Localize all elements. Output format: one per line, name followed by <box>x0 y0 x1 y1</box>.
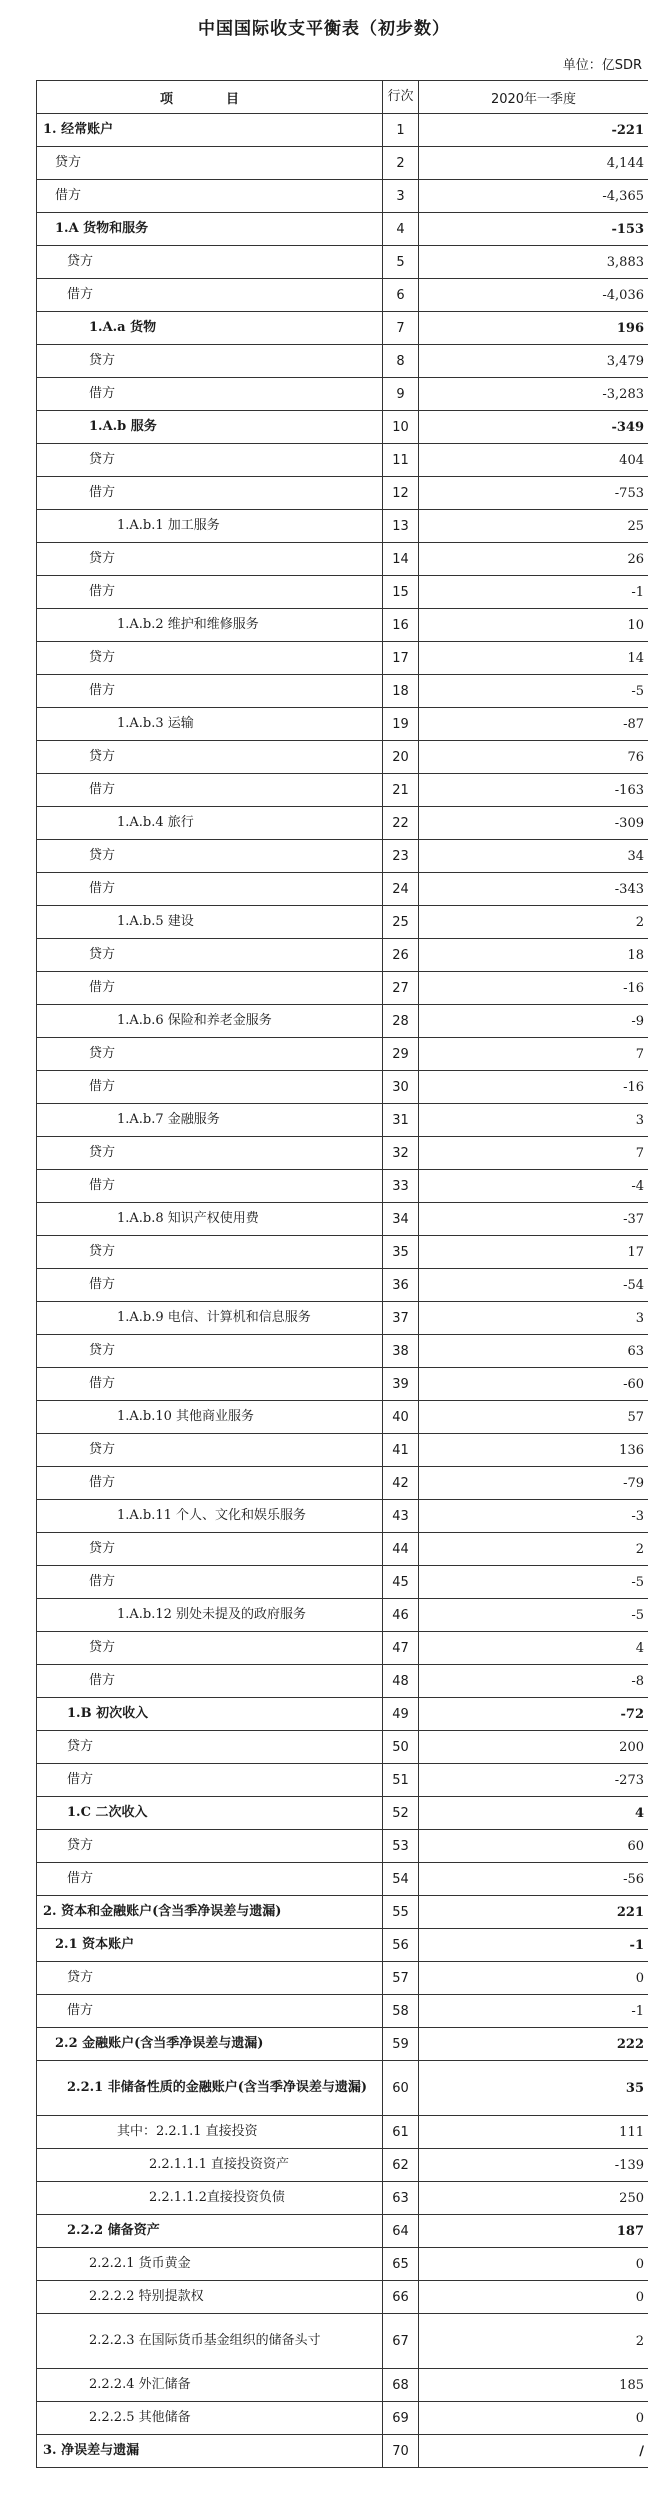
row-line-no: 65 <box>383 2248 419 2281</box>
row-line-no: 35 <box>383 1236 419 1269</box>
row-label: 借方 <box>37 378 383 411</box>
table-row <box>37 1896 648 1929</box>
row-value: 3,883 <box>419 246 648 279</box>
row-label: 借方 <box>37 1764 383 1797</box>
row-label: 贷方 <box>37 642 383 675</box>
row-line-no: 31 <box>383 1104 419 1137</box>
row-value: 35 <box>419 2061 648 2116</box>
row-label: 2.2.2.2 特别提款权 <box>37 2281 383 2314</box>
row-value: 0 <box>419 2402 648 2435</box>
table-row <box>37 2215 648 2248</box>
table-row <box>37 510 648 543</box>
table-row <box>37 279 648 312</box>
row-label: 借方 <box>37 1665 383 1698</box>
row-line-no: 70 <box>383 2435 419 2468</box>
row-label: 1.A.b.2 维护和维修服务 <box>37 609 383 642</box>
table-row <box>37 1599 648 1632</box>
row-label: 3. 净误差与遗漏 <box>37 2435 383 2468</box>
row-line-no: 51 <box>383 1764 419 1797</box>
row-line-no: 48 <box>383 1665 419 1698</box>
row-label: 借方 <box>37 180 383 213</box>
row-value: 111 <box>419 2116 648 2149</box>
table-row <box>37 807 648 840</box>
table-row <box>37 2028 648 2061</box>
row-label: 借方 <box>37 1566 383 1599</box>
row-label: 1.A.b.4 旅行 <box>37 807 383 840</box>
row-line-no: 36 <box>383 1269 419 1302</box>
table-row <box>37 180 648 213</box>
row-label: 贷方 <box>37 147 383 180</box>
row-value: -87 <box>419 708 648 741</box>
table-row <box>37 312 648 345</box>
row-label: 2.2.2.3 在国际货币基金组织的储备头寸 <box>37 2314 383 2369</box>
row-label: 2.2.2.4 外汇储备 <box>37 2369 383 2402</box>
row-value: -273 <box>419 1764 648 1797</box>
row-label: 2.2.2.1 货币黄金 <box>37 2248 383 2281</box>
table-row <box>37 741 648 774</box>
table-row <box>37 477 648 510</box>
table-row <box>37 1764 648 1797</box>
row-label: 贷方 <box>37 1632 383 1665</box>
row-line-no: 55 <box>383 1896 419 1929</box>
row-value: -8 <box>419 1665 648 1698</box>
table-row <box>37 906 648 939</box>
row-line-no: 41 <box>383 1434 419 1467</box>
row-label: 借方 <box>37 675 383 708</box>
table-body <box>37 114 648 2468</box>
row-label: 贷方 <box>37 246 383 279</box>
row-value: -5 <box>419 1566 648 1599</box>
row-label: 借方 <box>37 1170 383 1203</box>
table-row <box>37 1500 648 1533</box>
row-line-no: 40 <box>383 1401 419 1434</box>
table-row <box>37 2435 648 2468</box>
row-label: 2.1 资本账户 <box>37 1929 383 1962</box>
table-row <box>37 1071 648 1104</box>
row-value: 222 <box>419 2028 648 2061</box>
row-label: 2.2 金融账户(含当季净误差与遗漏) <box>37 2028 383 2061</box>
table-row <box>37 147 648 180</box>
row-line-no: 69 <box>383 2402 419 2435</box>
row-value: 200 <box>419 1731 648 1764</box>
row-line-no: 14 <box>383 543 419 576</box>
row-value: 17 <box>419 1236 648 1269</box>
row-value: -72 <box>419 1698 648 1731</box>
row-value: 3 <box>419 1104 648 1137</box>
row-value: -163 <box>419 774 648 807</box>
row-line-no: 67 <box>383 2314 419 2369</box>
table-row <box>37 1137 648 1170</box>
row-line-no: 9 <box>383 378 419 411</box>
table-row <box>37 576 648 609</box>
row-value: -16 <box>419 972 648 1005</box>
row-line-no: 20 <box>383 741 419 774</box>
row-value: -309 <box>419 807 648 840</box>
row-line-no: 23 <box>383 840 419 873</box>
table-row <box>37 2314 648 2369</box>
row-line-no: 21 <box>383 774 419 807</box>
row-line-no: 1 <box>383 114 419 147</box>
row-line-no: 22 <box>383 807 419 840</box>
row-line-no: 28 <box>383 1005 419 1038</box>
row-label: 2.2.1 非储备性质的金融账户(含当季净误差与遗漏) <box>37 2061 383 2116</box>
table-row <box>37 2248 648 2281</box>
row-value: 57 <box>419 1401 648 1434</box>
table-row <box>37 1533 648 1566</box>
row-label: 贷方 <box>37 741 383 774</box>
row-line-no: 27 <box>383 972 419 1005</box>
row-value: -4,036 <box>419 279 648 312</box>
table-row <box>37 873 648 906</box>
row-value: -5 <box>419 1599 648 1632</box>
row-label: 1.A.b.11 个人、文化和娱乐服务 <box>37 1500 383 1533</box>
row-label: 贷方 <box>37 1434 383 1467</box>
row-line-no: 68 <box>383 2369 419 2402</box>
row-line-no: 26 <box>383 939 419 972</box>
table-row <box>37 345 648 378</box>
row-value: -16 <box>419 1071 648 1104</box>
row-line-no: 61 <box>383 2116 419 2149</box>
table-row <box>37 444 648 477</box>
row-value: 136 <box>419 1434 648 1467</box>
row-label: 2.2.2 储备资产 <box>37 2215 383 2248</box>
row-line-no: 25 <box>383 906 419 939</box>
table-row <box>37 1797 648 1830</box>
row-label: 2.2.1.1.2直接投资负债 <box>37 2182 383 2215</box>
table-row <box>37 1632 648 1665</box>
row-value: 26 <box>419 543 648 576</box>
row-label: 贷方 <box>37 1533 383 1566</box>
table-row <box>37 1467 648 1500</box>
row-value: -753 <box>419 477 648 510</box>
table-row <box>37 2061 648 2116</box>
row-label: 贷方 <box>37 345 383 378</box>
table-row <box>37 1566 648 1599</box>
table-row <box>37 411 648 444</box>
table-row <box>37 774 648 807</box>
row-value: 4 <box>419 1632 648 1665</box>
table-row <box>37 1698 648 1731</box>
row-line-no: 32 <box>383 1137 419 1170</box>
row-label: 借方 <box>37 1995 383 2028</box>
table-row <box>37 1830 648 1863</box>
row-value: 4 <box>419 1797 648 1830</box>
row-line-no: 34 <box>383 1203 419 1236</box>
row-label: 借方 <box>37 477 383 510</box>
row-line-no: 57 <box>383 1962 419 1995</box>
row-line-no: 38 <box>383 1335 419 1368</box>
row-label: 贷方 <box>37 840 383 873</box>
row-label: 借方 <box>37 972 383 1005</box>
row-value: -3 <box>419 1500 648 1533</box>
row-label: 1.A.b.3 运输 <box>37 708 383 741</box>
row-value: -139 <box>419 2149 648 2182</box>
table-row <box>37 840 648 873</box>
table-row <box>37 1995 648 2028</box>
row-line-no: 49 <box>383 1698 419 1731</box>
row-label: 1.A.b.8 知识产权使用费 <box>37 1203 383 1236</box>
row-line-no: 62 <box>383 2149 419 2182</box>
row-line-no: 56 <box>383 1929 419 1962</box>
table-row <box>37 939 648 972</box>
table-row <box>37 1104 648 1137</box>
row-line-no: 12 <box>383 477 419 510</box>
row-line-no: 64 <box>383 2215 419 2248</box>
row-value: 185 <box>419 2369 648 2402</box>
row-label: 1.A.b.12 别处未提及的政府服务 <box>37 1599 383 1632</box>
row-line-no: 3 <box>383 180 419 213</box>
table-row <box>37 1038 648 1071</box>
row-value: 7 <box>419 1038 648 1071</box>
row-value: -153 <box>419 213 648 246</box>
balance-of-payments-table <box>36 80 648 2468</box>
row-label: 贷方 <box>37 1731 383 1764</box>
table-row <box>37 1170 648 1203</box>
table-row <box>37 1863 648 1896</box>
table-row <box>37 1434 648 1467</box>
row-line-no: 16 <box>383 609 419 642</box>
row-value: 2 <box>419 906 648 939</box>
row-line-no: 2 <box>383 147 419 180</box>
row-value: 3,479 <box>419 345 648 378</box>
row-line-no: 47 <box>383 1632 419 1665</box>
table-row <box>37 114 648 147</box>
table-row <box>37 2149 648 2182</box>
row-label: 1.A.b.9 电信、计算机和信息服务 <box>37 1302 383 1335</box>
row-label: 贷方 <box>37 939 383 972</box>
row-value: -56 <box>419 1863 648 1896</box>
row-line-no: 7 <box>383 312 419 345</box>
row-label: 贷方 <box>37 1830 383 1863</box>
row-label: 2.2.2.5 其他储备 <box>37 2402 383 2435</box>
row-line-no: 44 <box>383 1533 419 1566</box>
header-period: 2020年一季度 <box>419 81 648 114</box>
table-row <box>37 1236 648 1269</box>
row-line-no: 58 <box>383 1995 419 2028</box>
row-value: -37 <box>419 1203 648 1236</box>
row-line-no: 46 <box>383 1599 419 1632</box>
table-row <box>37 1005 648 1038</box>
table-row <box>37 213 648 246</box>
table-row <box>37 2369 648 2402</box>
row-value: 76 <box>419 741 648 774</box>
table-row <box>37 1665 648 1698</box>
row-label: 1.A.b.5 建设 <box>37 906 383 939</box>
row-label: 1.A.b.10 其他商业服务 <box>37 1401 383 1434</box>
row-value: 0 <box>419 2248 648 2281</box>
row-value: 196 <box>419 312 648 345</box>
row-value: -349 <box>419 411 648 444</box>
row-label: 贷方 <box>37 1962 383 1995</box>
row-value: -1 <box>419 1995 648 2028</box>
table-row <box>37 2182 648 2215</box>
row-line-no: 66 <box>383 2281 419 2314</box>
table-row <box>37 1731 648 1764</box>
row-value: -1 <box>419 1929 648 1962</box>
row-line-no: 50 <box>383 1731 419 1764</box>
row-value: 0 <box>419 2281 648 2314</box>
table-row <box>37 1368 648 1401</box>
row-line-no: 43 <box>383 1500 419 1533</box>
row-line-no: 17 <box>383 642 419 675</box>
row-label: 贷方 <box>37 1038 383 1071</box>
table-row <box>37 2402 648 2435</box>
table-header-row <box>37 81 648 114</box>
table-row <box>37 675 648 708</box>
row-line-no: 30 <box>383 1071 419 1104</box>
row-value: 34 <box>419 840 648 873</box>
row-line-no: 4 <box>383 213 419 246</box>
row-label: 贷方 <box>37 1236 383 1269</box>
table-row <box>37 1269 648 1302</box>
row-line-no: 15 <box>383 576 419 609</box>
table-row <box>37 1401 648 1434</box>
row-label: 1.A 货物和服务 <box>37 213 383 246</box>
row-label: 借方 <box>37 1071 383 1104</box>
row-line-no: 59 <box>383 2028 419 2061</box>
row-line-no: 6 <box>383 279 419 312</box>
table-row <box>37 972 648 1005</box>
row-label: 1.A.b 服务 <box>37 411 383 444</box>
table-row <box>37 609 648 642</box>
row-label: 1. 经常账户 <box>37 114 383 147</box>
row-value: 14 <box>419 642 648 675</box>
row-value: 0 <box>419 1962 648 1995</box>
row-line-no: 37 <box>383 1302 419 1335</box>
row-value: 2 <box>419 2314 648 2369</box>
row-line-no: 13 <box>383 510 419 543</box>
table-row <box>37 1302 648 1335</box>
row-value: 221 <box>419 1896 648 1929</box>
row-value: 18 <box>419 939 648 972</box>
row-label: 借方 <box>37 576 383 609</box>
row-label: 2.2.1.1.1 直接投资资产 <box>37 2149 383 2182</box>
table-row <box>37 1335 648 1368</box>
row-label: 1.B 初次收入 <box>37 1698 383 1731</box>
row-value: 60 <box>419 1830 648 1863</box>
row-label: 贷方 <box>37 1335 383 1368</box>
row-value: -4,365 <box>419 180 648 213</box>
row-value: / <box>419 2435 648 2468</box>
document-title: 中国国际收支平衡表（初步数） <box>198 19 450 39</box>
row-value: 10 <box>419 609 648 642</box>
row-label: 1.A.b.1 加工服务 <box>37 510 383 543</box>
row-line-no: 45 <box>383 1566 419 1599</box>
row-line-no: 53 <box>383 1830 419 1863</box>
row-value: 7 <box>419 1137 648 1170</box>
unit-label: 单位：亿SDR <box>562 58 642 73</box>
row-line-no: 52 <box>383 1797 419 1830</box>
row-value: -60 <box>419 1368 648 1401</box>
row-label: 借方 <box>37 1269 383 1302</box>
row-value: -4 <box>419 1170 648 1203</box>
row-value: 404 <box>419 444 648 477</box>
row-line-no: 29 <box>383 1038 419 1071</box>
row-label: 借方 <box>37 1368 383 1401</box>
row-value: -1 <box>419 576 648 609</box>
row-line-no: 19 <box>383 708 419 741</box>
row-line-no: 63 <box>383 2182 419 2215</box>
row-label: 贷方 <box>37 444 383 477</box>
row-value: 4,144 <box>419 147 648 180</box>
row-label: 贷方 <box>37 1137 383 1170</box>
row-value: -3,283 <box>419 378 648 411</box>
row-label: 1.A.a 货物 <box>37 312 383 345</box>
row-label: 1.C 二次收入 <box>37 1797 383 1830</box>
row-label: 借方 <box>37 873 383 906</box>
row-value: 25 <box>419 510 648 543</box>
row-value: 2 <box>419 1533 648 1566</box>
row-line-no: 10 <box>383 411 419 444</box>
row-value: -54 <box>419 1269 648 1302</box>
row-label: 1.A.b.6 保险和养老金服务 <box>37 1005 383 1038</box>
row-label: 2. 资本和金融账户(含当季净误差与遗漏) <box>37 1896 383 1929</box>
table-row <box>37 246 648 279</box>
table-row <box>37 1929 648 1962</box>
header-item: 项 目 <box>37 81 383 114</box>
row-line-no: 18 <box>383 675 419 708</box>
row-value: 187 <box>419 2215 648 2248</box>
row-label: 贷方 <box>37 543 383 576</box>
row-value: 250 <box>419 2182 648 2215</box>
row-label: 1.A.b.7 金融服务 <box>37 1104 383 1137</box>
row-line-no: 54 <box>383 1863 419 1896</box>
table-row <box>37 2116 648 2149</box>
row-value: -9 <box>419 1005 648 1038</box>
row-value: -221 <box>419 114 648 147</box>
row-value: 63 <box>419 1335 648 1368</box>
row-value: -79 <box>419 1467 648 1500</box>
table-row <box>37 1962 648 1995</box>
row-line-no: 24 <box>383 873 419 906</box>
row-label: 借方 <box>37 279 383 312</box>
table-row <box>37 1203 648 1236</box>
row-line-no: 8 <box>383 345 419 378</box>
row-line-no: 11 <box>383 444 419 477</box>
row-line-no: 39 <box>383 1368 419 1401</box>
table-row <box>37 2281 648 2314</box>
row-label: 借方 <box>37 1863 383 1896</box>
row-label: 借方 <box>37 774 383 807</box>
row-line-no: 60 <box>383 2061 419 2116</box>
row-value: -343 <box>419 873 648 906</box>
table-row <box>37 642 648 675</box>
row-label: 借方 <box>37 1467 383 1500</box>
row-label: 其中：2.2.1.1 直接投资 <box>37 2116 383 2149</box>
table-row <box>37 708 648 741</box>
row-line-no: 5 <box>383 246 419 279</box>
row-value: -5 <box>419 675 648 708</box>
row-line-no: 33 <box>383 1170 419 1203</box>
row-line-no: 42 <box>383 1467 419 1500</box>
table-row <box>37 543 648 576</box>
row-value: 3 <box>419 1302 648 1335</box>
table-row <box>37 378 648 411</box>
header-line-no: 行次 <box>383 81 419 114</box>
